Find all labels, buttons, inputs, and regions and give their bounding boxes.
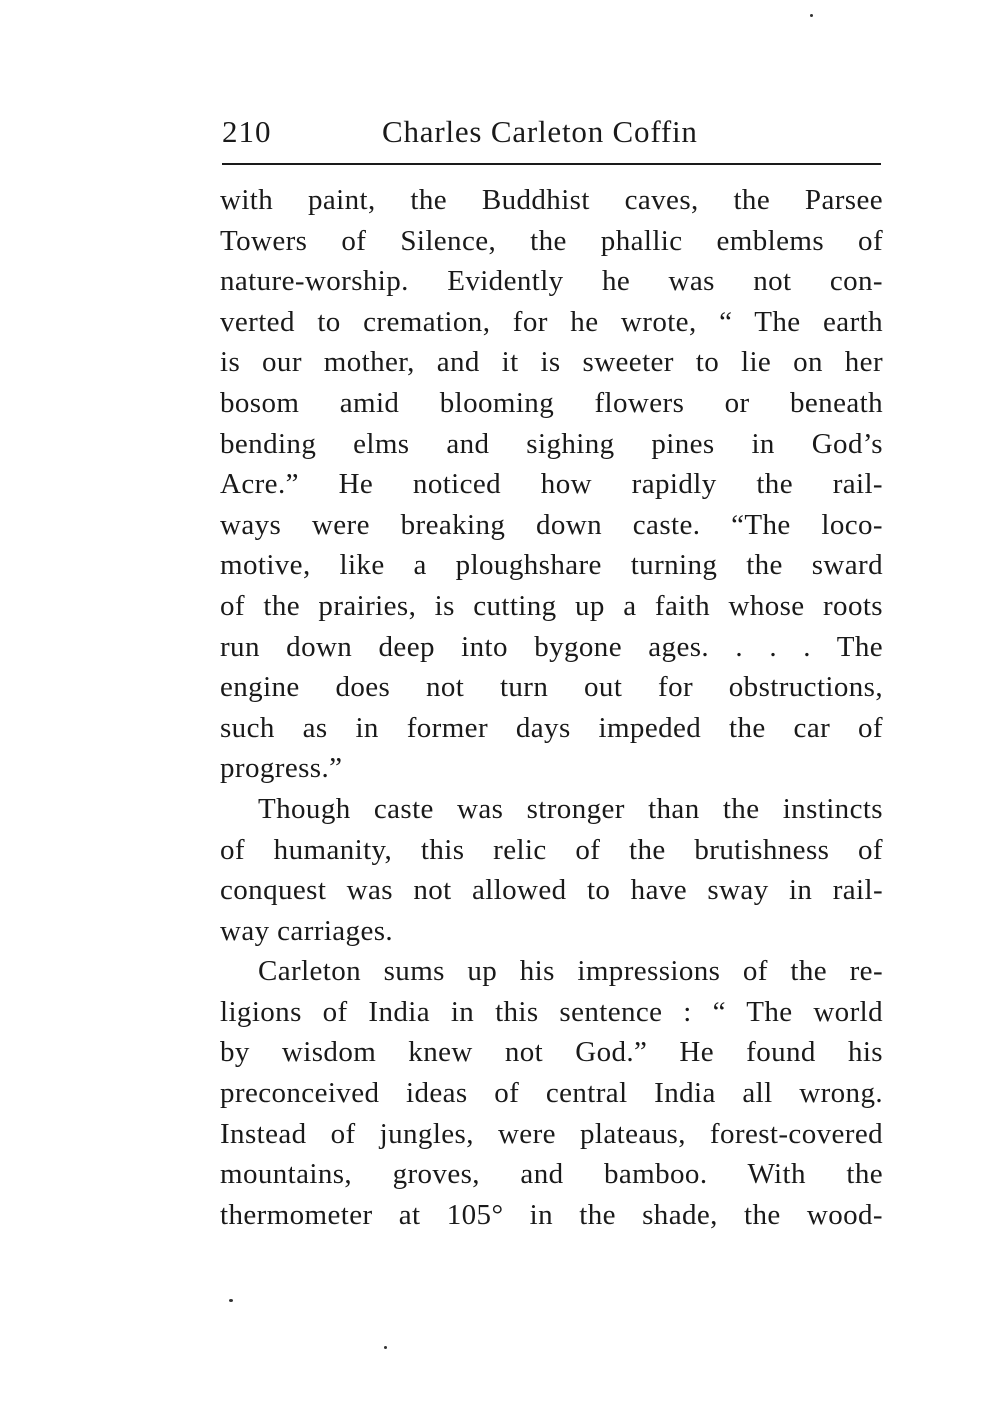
text-line: ligions of India in this sentence : “ The world	[220, 995, 883, 1028]
text-line: engine does not turn out for obstructions,	[220, 671, 883, 704]
text-line: motive, like a ploughshare turning the sward	[220, 549, 883, 582]
text-line: Carleton sums up his impressions of the re-	[258, 955, 883, 988]
text-line: ways were breaking down caste. “The loco-	[220, 508, 883, 541]
running-head	[222, 106, 882, 156]
scan-speck	[384, 1346, 387, 1349]
body-text	[220, 180, 883, 1235]
text-line: conquest was not allowed to have sway in rail-	[220, 874, 883, 907]
text-line: Though caste was stronger than the instincts	[258, 792, 883, 825]
text-line: way carriages.	[220, 914, 394, 947]
scan-speck	[810, 14, 813, 17]
text-line: thermometer at 105° in the shade, the wood-	[220, 1198, 883, 1231]
text-line: of humanity, this relic of the brutishness of	[220, 833, 883, 866]
text-line: of the prairies, is cutting up a faith whose roots	[220, 589, 883, 622]
page-number: 210	[222, 114, 272, 149]
header-rule	[222, 163, 881, 165]
text-line: mountains, groves, and bamboo. With the	[220, 1158, 883, 1191]
running-title: Charles Carleton Coffin	[382, 114, 698, 149]
text-line: Towers of Silence, the phallic emblems of	[220, 224, 883, 257]
text-line: by wisdom knew not God.” He found his	[220, 1036, 883, 1069]
text-line: such as in former days impeded the car of	[220, 711, 883, 744]
scan-speck	[229, 1299, 233, 1302]
text-line: verted to cremation, for he wrote, “ The earth	[220, 305, 883, 338]
text-line: bosom amid blooming flowers or beneath	[220, 386, 883, 419]
text-line: Acre.” He noticed how rapidly the rail-	[220, 468, 883, 501]
text-line: Instead of jungles, were plateaus, forest-covered	[220, 1117, 883, 1150]
text-line: bending elms and sighing pines in God’s	[220, 427, 883, 460]
text-line: nature-worship. Evidently he was not con-	[220, 265, 883, 298]
text-line: with paint, the Buddhist caves, the Parsee	[220, 184, 883, 216]
text-line: preconceived ideas of central India all wrong.	[220, 1077, 883, 1110]
text-line: progress.”	[220, 752, 343, 785]
text-line: run down deep into bygone ages. . . . The	[220, 630, 883, 663]
text-line: is our mother, and it is sweeter to lie on her	[220, 346, 883, 379]
